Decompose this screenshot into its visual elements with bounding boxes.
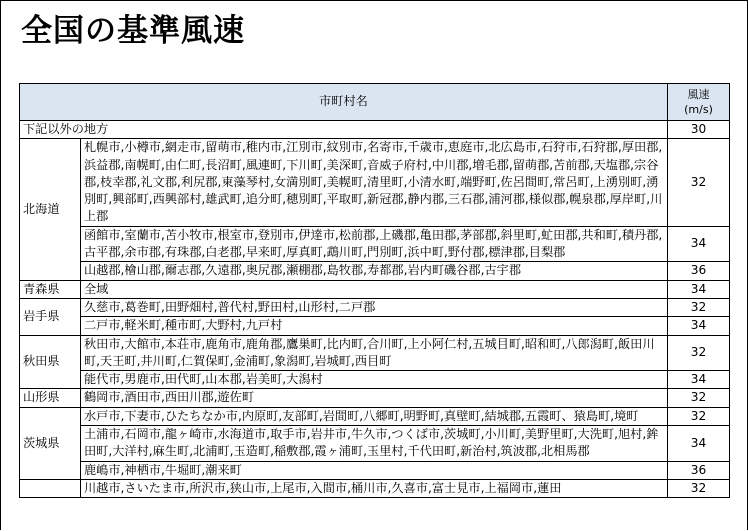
- wind-speed-cell: 34: [668, 426, 730, 462]
- wind-speed-cell: 34: [668, 371, 730, 389]
- municipality-header: 市町村名: [20, 84, 668, 121]
- table-row: [20, 121, 730, 139]
- wind-speed-cell: 34: [668, 317, 730, 335]
- region-cell: 下記以外の地方: [20, 121, 668, 139]
- prefecture-cell: 山形県: [20, 389, 81, 407]
- table-row: [20, 371, 730, 389]
- table-header-row: [20, 84, 730, 121]
- municipality-cell: 久慈市,葛巻町,田野畑村,普代村,野田村,山形村,二戸郡: [81, 298, 668, 316]
- wind-speed-cell: 30: [668, 121, 730, 139]
- wind-speed-cell: 34: [668, 280, 730, 298]
- municipality-cell: 川越市,さいたま市,所沢市,狭山市,上尾市,入間市,桶川市,久喜市,富士見市,上福岡市,蓮田: [81, 479, 668, 497]
- wind-speed-cell: 32: [668, 139, 730, 226]
- table-row: [20, 226, 730, 262]
- table-row: [20, 479, 730, 497]
- wind-speed-cell: 32: [668, 335, 730, 371]
- municipality-cell: 土浦市,石岡市,龍ヶ崎市,水海道市,取手市,岩井市,牛久市,つくば市,茨城町,小川町,美野里町,大洗町,旭村,鉾田町,大洋村,麻生町,北浦町,玉造町,稲敷郡,霞ヶ浦町,玉里村,千代田町,新治村,筑波郡,北相馬郡: [81, 426, 668, 462]
- wind-speed-cell: 32: [668, 389, 730, 407]
- prefecture-cell: 青森県: [20, 280, 81, 298]
- wind-speed-header: [668, 84, 730, 121]
- table-row: [20, 389, 730, 407]
- table-row: [20, 280, 730, 298]
- wind-speed-table: [19, 83, 730, 498]
- wind-speed-cell: 36: [668, 461, 730, 479]
- municipality-cell: 水戸市,下妻市,ひたちなか市,内原町,友部町,岩間町,八郷町,明野町,真壁町,結城郡,五霞町、猿島町,境町: [81, 407, 668, 425]
- page-title: 全国の基準風速: [21, 13, 245, 49]
- municipality-cell: 全域: [81, 280, 668, 298]
- table-row: [20, 262, 730, 280]
- table-row: [20, 317, 730, 335]
- table-row: [20, 298, 730, 316]
- prefecture-cell: 秋田県: [20, 335, 81, 389]
- wind-speed-cell: 34: [668, 226, 730, 262]
- municipality-cell: 札幌市,小樽市,網走市,留萌市,稚内市,江別市,紋別市,名寄市,千歳市,恵庭市,北広島市,石狩市,石狩郡,厚田郡,浜益郡,南幌町,由仁町,長沼町,風連町,下川町,美深町,音威子府村,中川郡,増毛郡,留萌郡,苫前郡,天塩郡,宗谷郡,枝幸郡,礼文郡,利尻郡,東藻琴村,女満別町,美幌町,清里町,小清水町,端野町,佐呂間町,常呂町,上湧別町,湧別町,興部町,西興部村,雄武町,追分町,穂別町,平取町,新冠郡,静内郡,三石郡,浦河郡,様似郡,幌泉郡,厚岸町,川上郡: [81, 139, 668, 226]
- table-row: [20, 426, 730, 462]
- municipality-cell: 二戸市,軽米町,種市町,大野村,九戸村: [81, 317, 668, 335]
- wind-speed-cell: 32: [668, 298, 730, 316]
- table-row: [20, 407, 730, 425]
- prefecture-cell: [20, 479, 81, 497]
- prefecture-cell: 岩手県: [20, 298, 81, 335]
- municipality-cell: 函館市,室蘭市,苫小牧市,根室市,登別市,伊達市,松前郡,上磯郡,亀田郡,茅部郡,斜里町,虻田郡,共和町,積丹郡,古平郡,余市郡,有珠郡,白老郡,早来町,厚真町,鵡川町,門別町,浜中町,野付郡,標津郡,目梨郡: [81, 226, 668, 262]
- table-row: [20, 139, 730, 226]
- wind-speed-cell: 32: [668, 479, 730, 497]
- table-row: [20, 461, 730, 479]
- table-row: [20, 335, 730, 371]
- municipality-cell: 山越郡,檜山郡,爾志郡,久遠郡,奥尻郡,瀬棚郡,島牧郡,寿都郡,岩内町磯谷郡,古宇郡: [81, 262, 668, 280]
- wind-speed-header-label: 風速: [687, 88, 710, 101]
- municipality-cell: 秋田市,大館市,本荘市,鹿角市,鹿角郡,鷹巣町,比内町,合川町,上小阿仁村,五城目町,昭和町,八郎潟町,飯田川町,天王町,井川町,仁賀保町,金浦町,象潟町,岩城町,西目町: [81, 335, 668, 371]
- municipality-cell: 鶴岡市,酒田市,西田川郡,遊佐町: [81, 389, 668, 407]
- wind-speed-cell: 32: [668, 407, 730, 425]
- wind-speed-cell: 36: [668, 262, 730, 280]
- prefecture-cell: 茨城県: [20, 407, 81, 479]
- wind-speed-header-unit: (m/s): [684, 103, 713, 116]
- municipality-cell: 能代市,男鹿市,田代町,山本郡,岩美町,大潟村: [81, 371, 668, 389]
- municipality-cell: 鹿嶋市,神栖市,牛堀町,潮来町: [81, 461, 668, 479]
- prefecture-cell: 北海道: [20, 139, 81, 280]
